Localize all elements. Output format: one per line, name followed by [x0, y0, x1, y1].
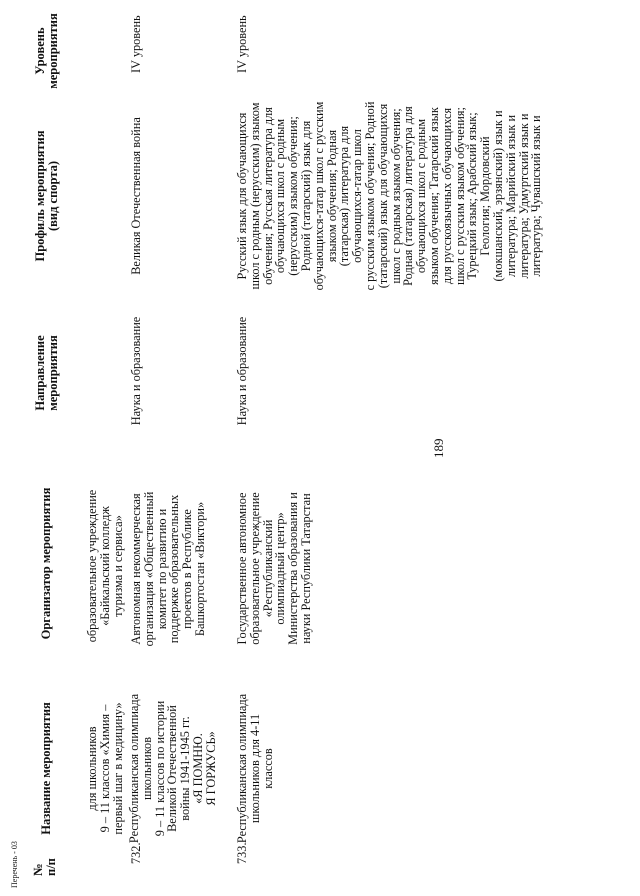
header-name: Название мероприятия [39, 702, 53, 835]
row-organizer: образовательное учреждение «Байкальский колледж туризма и сервиса» [85, 489, 125, 643]
row-name: для школьников 9 – 11 классов «Химия – первый шаг в медицину» [85, 702, 125, 835]
row-name: Республиканская олимпиада школьников 9 – 11 классов по истории Великой Отечественной войны 1941-1945 гг. «Я ПОМНЮ. Я ГОРЖУСЬ» [127, 693, 218, 844]
header-number: № п/п [31, 858, 58, 876]
row-profile: Русский язык для обучающихся школ с родным (нерусским) языком обучения; Русская литература для обучающихся школ с родным (нерусским) языком обучения; Родной (татарский) язык для обучающихся-татар школ с русским языком обучения; Родная (татарская) литература для обучающихся-татар школ с русским языком обучения; Родной (татарский) язык для обучающихся школ с родным языком обучения; Родная (татарская) литература для обучающихся школ с родным языком обучения; Татарский язык для русскоязычных обучающихся школ с русским языком обучения; Турецкий язык; Арабский язык; Геология; Мордовский (мокшанский, эрзянский) язык и литература; Марийский язык и литература; Удмуртский язык и литература; Чувашский язык и [235, 101, 544, 291]
page-number: 189 [431, 438, 446, 458]
row-profile: Великая Отечественная война [129, 117, 143, 275]
header-level: Уровень мероприятия [33, 13, 60, 89]
footer-text: Перечень - 03 [10, 841, 19, 888]
row-organizer: Государственное автономное образовательное учреждение «Республиканский олимпиадный центр» Министерства образования и науки Республики Татарстан [235, 492, 313, 645]
row-number: 733. [235, 842, 249, 864]
header-organizer: Организатор мероприятия [39, 487, 53, 640]
row-direction: Наука и образование [129, 316, 143, 426]
row-direction: Наука и образование [235, 316, 249, 426]
header-profile: Профиль мероприятия (вид спорта) [33, 130, 60, 262]
row-name: Республиканская олимпиада школьников для 4-11 классов [235, 693, 275, 844]
row-level: IV уровень [235, 15, 249, 73]
row-organizer: Автономная некоммерческая организация «Общественный комитет по развитию и поддержке образовательных проектов в Республике Башкортостан «Виктори» [129, 491, 207, 647]
header-direction: Направление мероприятия [33, 335, 60, 411]
row-level: IV уровень [129, 15, 143, 73]
row-number: 732. [129, 842, 143, 864]
